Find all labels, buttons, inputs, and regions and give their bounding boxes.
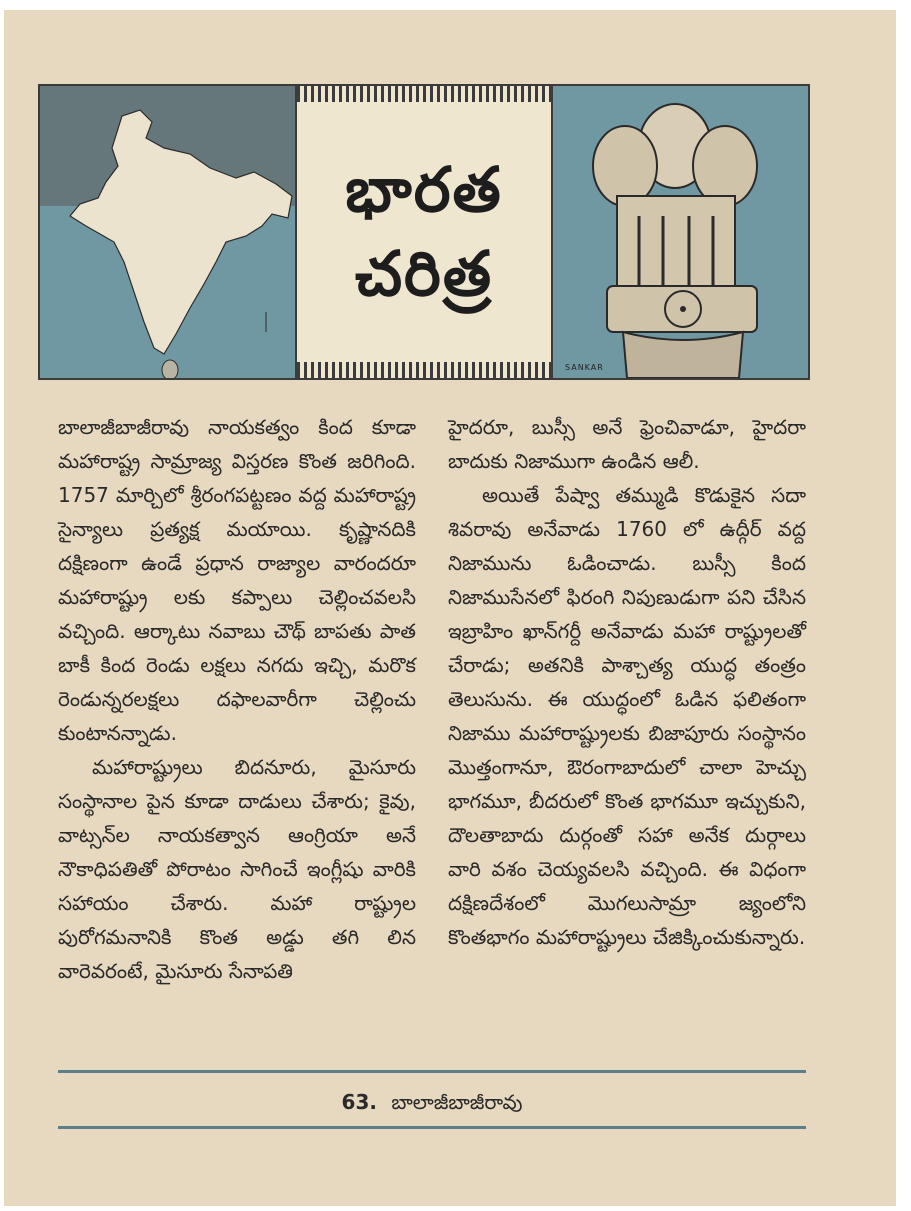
- paragraph: హైదరూ, బుస్సీ అనే ఫ్రెంచివాడూ, హైదరా బాదుకు నిజాముగా ఉండిన ఆలీ.: [448, 415, 806, 473]
- divider-top: [58, 1070, 806, 1073]
- paragraph: బాలాజీబాజీరావు నాయకత్వం కింద కూడా మహారాష్ట్ర సామ్రాజ్య విస్తరణ కొంత జరిగింది. 1757 మార్చిలో శ్రీరంగపట్టణం వద్ద మహారాష్ట్ర సైన్యాలు ప్రత్యక్ష మయాయి. కృష్ణానదికి దక్షిణంగా ఉండే ప్రధాన రాజ్యాల వారందరూ మహారాష్ట్రు లకు కప్పాలు చెల్లించవలసి వచ్చింది. ఆర్కాటు నవాబు చౌథ్ బాపతు పాత బాకీ కింద రెండు లక్షలు నగదు ఇచ్చి, మరొక రెండున్నరలక్షలు దఫాలవారీగా చెల్లించు కుంటానన్నాడు.: [58, 415, 416, 745]
- lion-capital-icon: [553, 86, 808, 378]
- decorative-border-top: [297, 86, 551, 102]
- header-banner: [38, 84, 810, 380]
- paragraph: మహారాష్ట్రులు బిదనూరు, మైసూరు సంస్థానాల పైన కూడా దాడులు చేశారు; కైవు, వాట్సన్‌ల నాయకత్వాన ఆంగ్రియా అనే నౌకాధిపతితో పోరాటం సాగించే ఇంగ్లీషు వారికి సహాయం చేశారు. మహా రాష్ట్రుల పురోగమనానికి కొంత అడ్డు తగి లిన వారెవరంటే, మైసూరు సేనాపతి: [58, 755, 416, 983]
- right-column: [448, 410, 806, 988]
- banner-title-line2: చరిత్ర: [354, 237, 494, 310]
- chapter-title: బాలాజీబాజీరావు: [391, 1090, 523, 1114]
- page-number: 63.: [341, 1090, 377, 1114]
- artist-signature: SANKAR: [565, 363, 604, 372]
- india-map-illustration: [40, 86, 295, 378]
- divider-bottom: [58, 1126, 806, 1129]
- sri-lanka-icon: [162, 360, 178, 378]
- title-panel: [295, 86, 553, 378]
- india-map-panel: [40, 86, 295, 378]
- article-body: [58, 410, 806, 988]
- left-column: [58, 410, 416, 988]
- decorative-border-bottom: [297, 362, 551, 378]
- emblem-panel: [553, 86, 808, 378]
- page-footer: [58, 1090, 806, 1119]
- banner-title-line1: భారత: [345, 153, 503, 226]
- paragraph: అయితే పేష్వా తమ్ముడి కొడుకైన సదా శివరావు అనేవాడు 1760 లో ఉద్గీర్ వద్ద నిజామును ఓడించాడు. బుస్సీ కింద నిజాముసేనలో ఫిరంగి నిపుణుడుగా పని చేసిన ఇబ్రాహిం ఖాన్‌గర్దీ అనేవాడు మహా రాష్ట్రులతో చేరాడు; అతనికి పాశ్చాత్య యుద్ధ తంత్రం తెలుసును. ఈ యుద్ధంలో ఓడిన ఫలితంగా నిజాము మహారాష్ట్రులకు బిజాపూరు సంస్థానం మొత్తంగానూ, ఔరంగాబాదులో చాలా హెచ్చు భాగమూ, బీదరులో కొంత భాగమూ ఇచ్చుకుని, దౌలతాబాదు దుర్గంతో సహా అనేక దుర్గాలు వారి వశం చెయ్యవలసి వచ్చింది. ఈ విధంగా దక్షిణదేశంలో మొగలుసామ్రా జ్యంలోని కొంతభాగం మహారాష్ట్రులు చేజిక్కించుకున్నారు.: [448, 483, 806, 949]
